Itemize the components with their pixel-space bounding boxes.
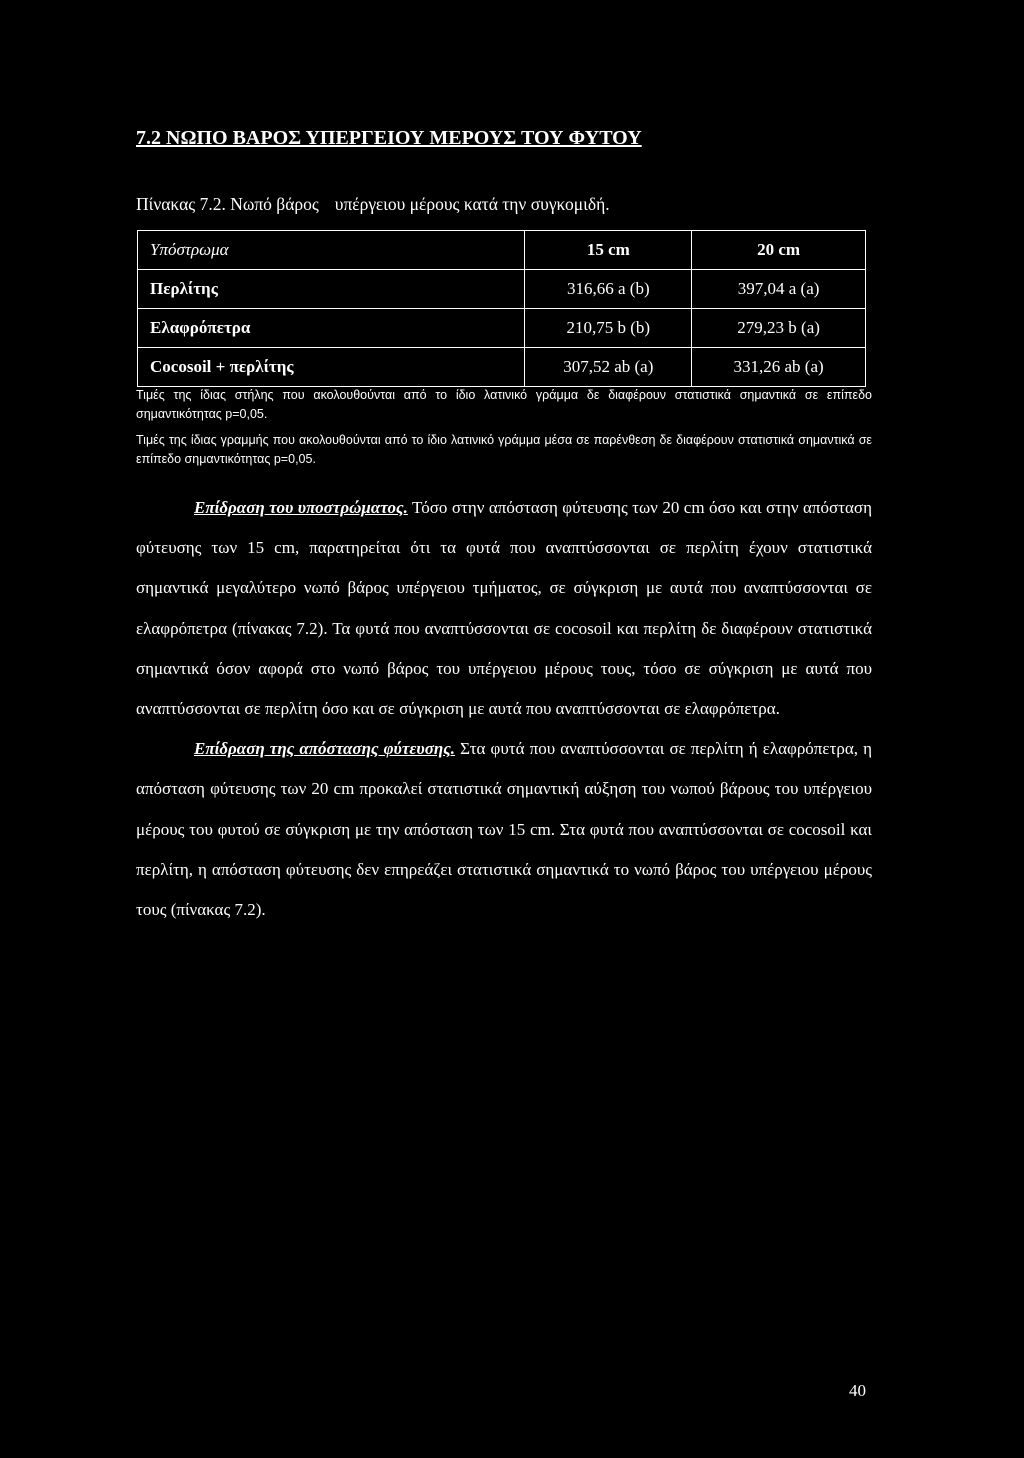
table-row (138, 309, 866, 348)
table-cell: 331,26 ab (a) (692, 348, 866, 387)
table-row-label: Περλίτης (138, 270, 525, 309)
table-row (138, 348, 866, 387)
paragraph-text: Στα φυτά που αναπτύσσονται σε περλίτη ή ελαφρόπετρα, η απόσταση φύτευσης των 20 cm προκαλεί στατιστικά σημαντική αύξηση του νωπού βάρους του υπέργειου μέρους του φυτού σε σύγκριση με την απόσταση των 15 cm. Στα φυτά που αναπτύσσονται σε cocosoil και περλίτη, η απόσταση φύτευσης δεν επηρεάζει στατιστικά σημαντικά το νωπό βάρος του υπέργειου μέρους τους (πίνακας 7.2). (136, 739, 872, 920)
page-number: 40 (849, 1381, 866, 1400)
paragraph-heading: Επίδραση του υποστρώματος. (194, 498, 408, 517)
table-caption-part2: υπέργειου μέρους κατά την συγκομιδή. (334, 194, 610, 214)
paragraph-text: Τόσο στην απόσταση φύτευσης των 20 cm όσο και στην απόσταση φύτευσης των 15 cm, παρατηρείται ότι τα φυτά που αναπτύσσονται σε περλίτη έχουν στατιστικά σημαντικά μεγαλύτερο νωπό βάρος υπέργειου τμήματος, σε σύγκριση με αυτά που αναπτύσσονται σε ελαφρόπετρα (πίνακας 7.2). Τα φυτά που αναπτύσσονται σε cocosoil και περλίτη δε διαφέρουν στατιστικά σημαντικά όσον αφορά στο νωπό βάρος του υπέργειου μέρους τους, τόσο σε σύγκριση με αυτά που αναπτύσσονται σε περλίτη όσο και σε σύγκριση με αυτά που αναπτύσσονται σε ελαφρόπετρα. (136, 498, 872, 719)
body-text (136, 488, 872, 930)
paragraph-heading: Επίδραση της απόστασης φύτευσης. (194, 739, 456, 759)
paragraph-spacing-effect (136, 729, 872, 930)
table-cell: 397,04 a (a) (692, 270, 866, 309)
table-cell: 316,66 a (b) (525, 270, 692, 309)
table-caption (136, 194, 610, 215)
paragraph-substrate-effect (136, 488, 872, 729)
table-footnote: Τιμές της ίδιας στήλης που ακολουθούνται από το ίδιο λατινικό γράμμα δε διαφέρουν στατιστικά σημαντικά σε επίπεδο σημαντικότητας p=0,05. (136, 388, 872, 421)
table-cell: 307,52 ab (a) (525, 348, 692, 387)
table-header-row (138, 231, 866, 270)
table-cell: 210,75 b (b) (525, 309, 692, 348)
fresh-weight-table (137, 230, 866, 387)
table-column-header: 15 cm (525, 231, 692, 270)
table-row-label: Cocosoil + περλίτης (138, 348, 525, 387)
table-row (138, 270, 866, 309)
table-cell: 279,23 b (a) (692, 309, 866, 348)
table-corner-header: Υπόστρωμα (138, 231, 525, 270)
table-caption-part1: Πίνακας 7.2. Νωπό βάρος (136, 194, 319, 214)
section-title: 7.2 ΝΩΠΟ ΒΑΡΟΣ ΥΠΕΡΓΕΙΟΥ ΜΕΡΟΥΣ ΤΟΥ ΦΥΤΟΥ (136, 127, 642, 149)
table-column-header: 20 cm (692, 231, 866, 270)
table-row-label: Ελαφρόπετρα (138, 309, 525, 348)
table-footnote: Τιμές της ίδιας γραμμής που ακολουθούνται από το ίδιο λατινικό γράμμα μέσα σε παρένθεση δε διαφέρουν στατιστικά σημαντικά σε επίπεδο σημαντικότητας p=0,05. (136, 433, 872, 466)
